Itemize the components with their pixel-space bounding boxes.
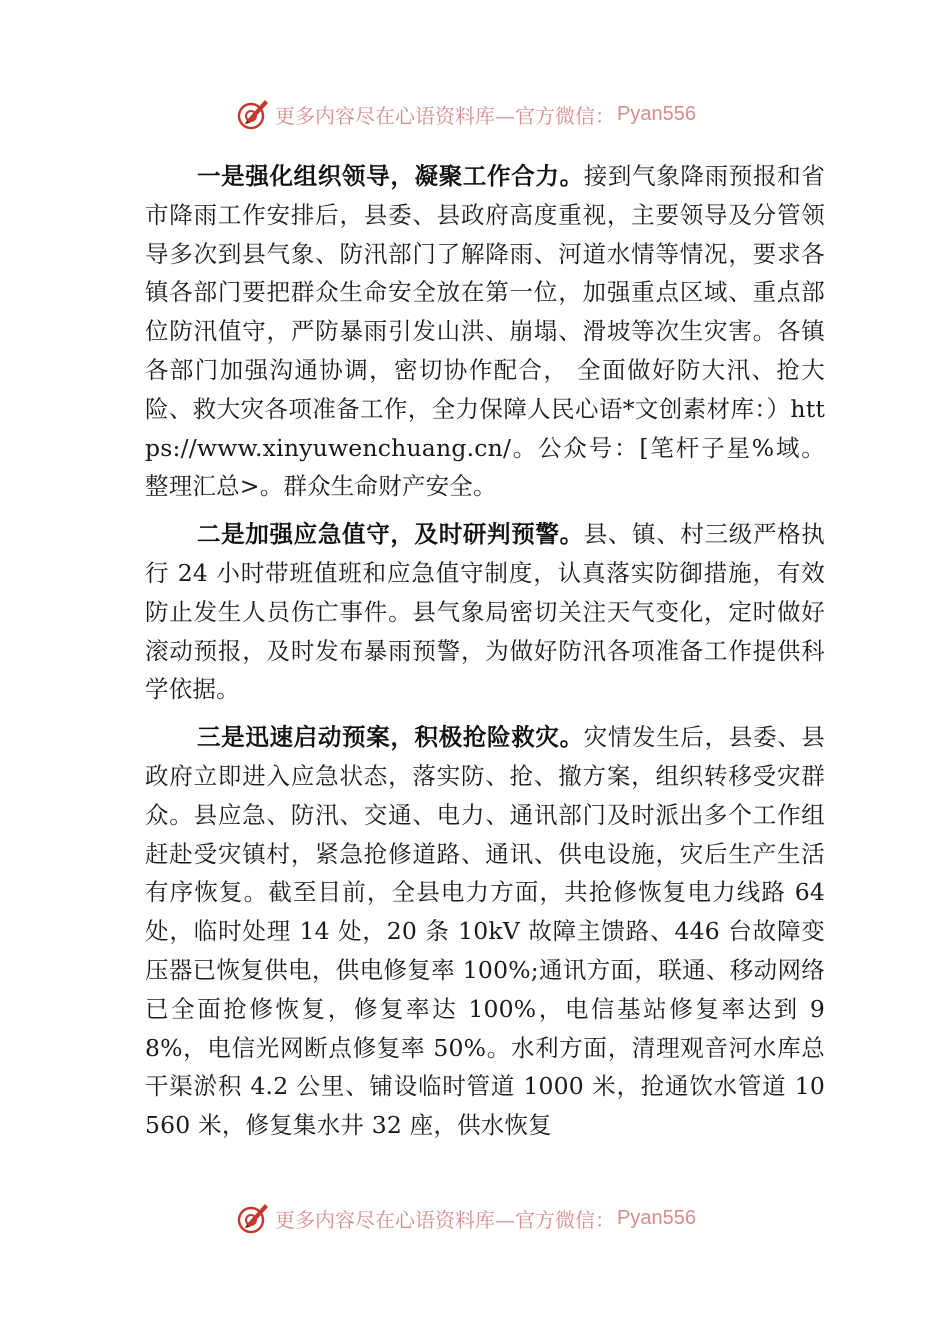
paragraph-2 <box>145 515 825 709</box>
paragraph-3-lead: 三是迅速启动预案，积极抢险救灾。 <box>197 723 584 752</box>
pen-logo-icon <box>235 1200 271 1236</box>
paragraph-1 <box>145 157 825 506</box>
paragraph-3 <box>145 718 825 1145</box>
document-body <box>145 157 825 1154</box>
footer-watermark <box>235 1198 795 1238</box>
pen-logo-icon <box>235 96 271 132</box>
watermark-text: 更多内容尽在心语资料库—官方微信： <box>275 103 615 128</box>
paragraph-1-lead: 一是强化组织领导，凝聚工作合力。 <box>197 162 584 190</box>
paragraph-3-body: 灾情发生后，县委、县政府立即进入应急状态，落实防、抢、撤方案，组织转移受灾群众。县应急、防汛、交通、电力、通讯部门及时派出多个工作组赶赴受灾镇村，紧急抢修道路、通讯、供电设施，灾后生产生活有序恢复。截至目前，全县电力方面，共抢修恢复电力线路 64 处，临时处理 14 处，20 条 10kV 故障主馈路、446 台故障变压器已恢复供电，供电修复率 100%;通讯方面，联通、移动网络已全面抢修恢复，修复率达 100%，电信基站修复率达到 98%，电信光网断点修复率 50%。水利方面，清理观音河水库总干渠淤积 4.2 公里、铺设临时管道 1000 米，抢通饮水管道 10560 米，修复集水井 32 座，供水恢复 <box>145 723 826 1140</box>
watermark-handle: Pyan556 <box>617 1206 696 1229</box>
watermark-handle: Pyan556 <box>617 102 696 125</box>
watermark-text: 更多内容尽在心语资料库—官方微信： <box>275 1207 615 1232</box>
paragraph-2-body: 县、镇、村三级严格执行 24 小时带班值班和应急值守制度，认真落实防御措施，有效防止发生人员伤亡事件。县气象局密切关注天气变化，定时做好滚动预报，及时发布暴雨预警，为做好防汛各项准备工作提供科学依据。 <box>145 520 825 704</box>
header-watermark <box>235 94 795 134</box>
paragraph-1-body: 接到气象降雨预报和省市降雨工作安排后，县委、县政府高度重视，主要领导及分管领导多次到县气象、防汛部门了解降雨、河道水情等情况，要求各镇各部门要把群众生命安全放在第一位，加强重点区域、重点部位防汛值守，严防暴雨引发山洪、崩塌、滑坡等次生灾害。各镇各部门加强沟通协调，密切协作配合， 全面做好防大汛、抢大险、救大灾各项准备工作，全力保障人民心语*文创素材库：）https://www.xinyuwenchuang.cn/。公众号：[笔杆子星%域。整理汇总>。群众生命财产安全。 <box>145 162 825 501</box>
paragraph-2-lead: 二是加强应急值守，及时研判预警。 <box>197 520 584 549</box>
